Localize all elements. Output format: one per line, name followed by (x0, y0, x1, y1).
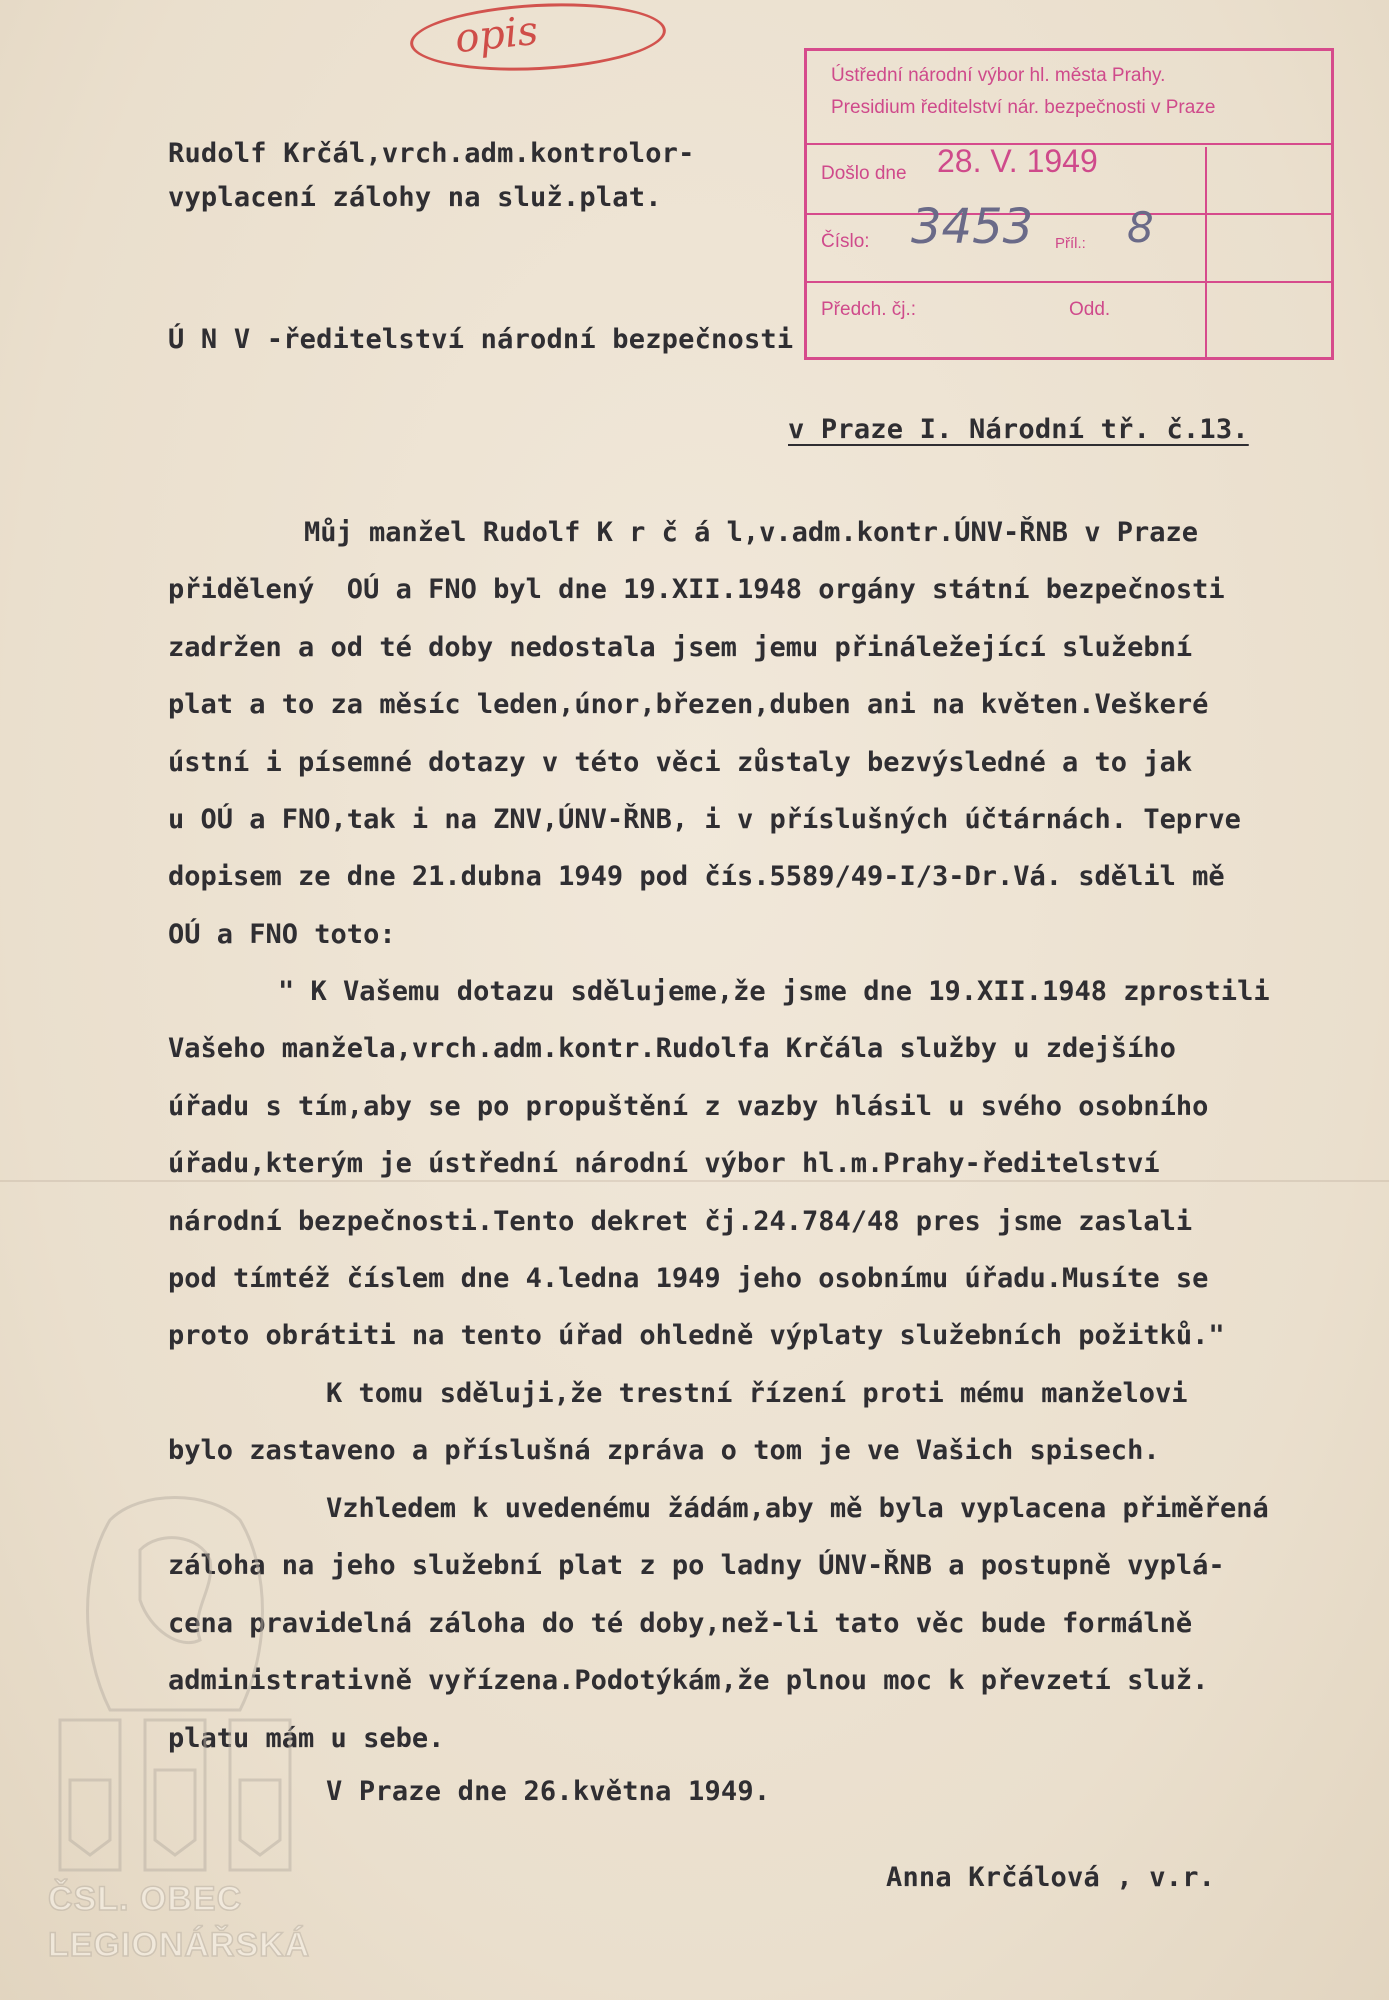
stamp-office-line: Ústřední národní výbor hl. města Prahy. (831, 65, 1166, 86)
paragraph-1 (168, 504, 1318, 963)
subject-line-1: Rudolf Krčál,vrch.adm.kontrolor- (168, 138, 695, 169)
stamp-number: 3453 (911, 199, 1034, 255)
text-line: Vzhledem k uvedenému žádám,aby mě byla vyplacena přiměřená (326, 1493, 1269, 1524)
text-line: dopisem ze dne 21.dubna 1949 pod čís.5589/49-I/3-Dr.Vá. sdělil mě (168, 861, 1225, 893)
stamp-received-label: Došlo dne (821, 163, 907, 184)
signature: Anna Krčálová , v.r. (886, 1862, 1216, 1893)
text-line: úřadu s tím,aby se po propuštění z vazby hlásil u svého osobního (168, 1090, 1209, 1122)
stamp-received-date: 28. V. 1949 (937, 143, 1098, 179)
text-line: pod tímtéž číslem dne 4.ledna 1949 jeho osobnímu úřadu.Musíte se (168, 1263, 1209, 1295)
text-line: bylo zastaveno a příslušná zpráva o tom je ve Vašich spisech. (168, 1435, 1160, 1467)
text-line: Vašeho manžela,vrch.adm.kontr.Rudolfa Krčála služby u zdejšího (168, 1033, 1176, 1065)
stamp-attachments-label: Příl.: (1055, 235, 1086, 252)
text-line: ústní i písemné dotazy v této věci zůstaly bezvýsledné a to jak (168, 746, 1193, 778)
opis-stamp: opis (452, 7, 541, 63)
legion-emblem-icon (40, 1480, 310, 1880)
watermark-line-1: ČSL. OBEC (48, 1880, 243, 1918)
stamp-column-divider (1205, 147, 1207, 357)
text-line: přidělený OÚ a FNO byl dne 19.XII.1948 orgány státní bezpečnosti (168, 574, 1225, 606)
place-date: V Praze dne 26.května 1949. (326, 1776, 771, 1807)
text-line: cena pravidelná záloha do té doby,než-li tato věc bude formálně (168, 1607, 1193, 1639)
text-line: proto obrátiti na tento úřad ohledně výplaty služebních požitků." (168, 1320, 1225, 1352)
stamp-divider (807, 281, 1331, 283)
text-line: plat a to za měsíc leden,únor,březen,duben ani na květen.Veškeré (168, 689, 1209, 721)
text-line: záloha na jeho služební plat z po ladny ÚNV-ŘNB a postupně vyplá- (168, 1550, 1225, 1582)
text-line: OÚ a FNO toto: (168, 918, 396, 950)
quoted-passage (168, 963, 1318, 1365)
text-line: " K Vašemu dotazu sdělujeme,že jsme dne 19.XII.1948 zprostili (278, 976, 1270, 1007)
paragraph-3 (168, 1480, 1318, 1767)
stamp-number-label: Číslo: (821, 231, 870, 252)
text-line: platu mám u sebe. (168, 1722, 445, 1754)
addressee-line-1: Ú N V -ředitelství národní bezpečnosti (168, 324, 794, 355)
text-line: administrativně vyřízena.Podotýkám,že plnou moc k převzetí služ. (168, 1665, 1209, 1697)
text-line: K tomu sděluji,že trestní řízení proti mému manželovi (326, 1378, 1188, 1409)
registry-stamp (804, 48, 1334, 360)
stamp-divider (807, 213, 1331, 215)
subject-line-2: vyplacení zálohy na služ.plat. (168, 182, 662, 213)
stamp-attachments-value: 8 (1127, 203, 1154, 252)
addressee-line-2: v Praze I. Národní tř. č.13. (788, 414, 1249, 445)
text-line: zadržen a od té doby nedostala jsem jemu přináležející služební (168, 631, 1193, 663)
watermark-line-2: LEGIONÁŘSKÁ (48, 1926, 311, 1964)
text-line: Můj manžel Rudolf K r č á l,v.adm.kontr.ÚNV-ŘNB v Praze (304, 517, 1199, 548)
text-line: u OÚ a FNO,tak i na ZNV,ÚNV-ŘNB, i v příslušných účtárnách. Teprve (168, 804, 1241, 836)
legion-watermark (40, 1480, 310, 1980)
stamp-previous-label: Předch. čj.: (821, 299, 917, 320)
text-line: národní bezpečnosti.Tento dekret čj.24.784/48 pres jsme zaslali (168, 1205, 1193, 1237)
paragraph-2 (168, 1365, 1318, 1480)
text-line: úřadu,kterým je ústřední národní výbor hl.m.Prahy-ředitelství (168, 1148, 1160, 1180)
stamp-department-line: Presidium ředitelství nár. bezpečnosti v Praze (831, 97, 1216, 118)
stamp-department-label: Odd. (1069, 299, 1111, 320)
